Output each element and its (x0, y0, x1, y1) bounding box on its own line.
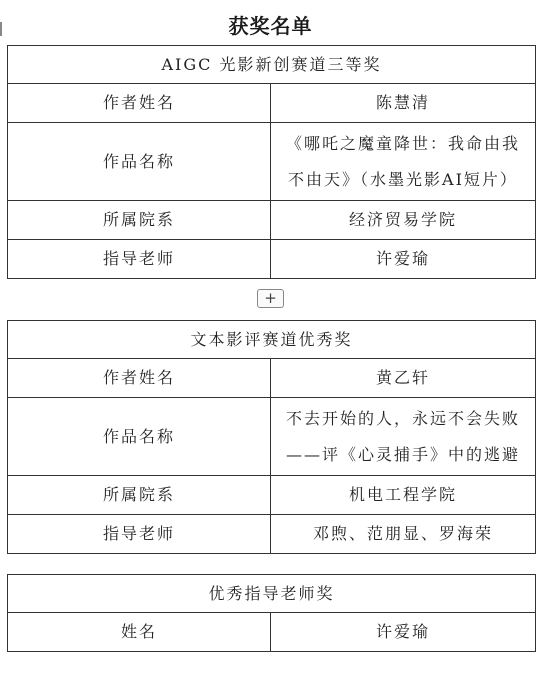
department-label: 所属院系 (8, 476, 271, 515)
add-table-button[interactable]: + (257, 289, 284, 308)
award-table-aigc (7, 45, 536, 279)
department-value: 机电工程学院 (271, 476, 536, 515)
advisor-label: 指导老师 (8, 240, 271, 279)
work-title-line-1: 《哪吒之魔童降世：我命由我 (285, 133, 520, 153)
award-heading: 文本影评赛道优秀奖 (8, 321, 536, 359)
author-value: 黄乙轩 (271, 359, 536, 398)
work-title-label: 作品名称 (8, 398, 271, 476)
award-heading: AIGC 光影新创赛道三等奖 (8, 46, 536, 84)
name-value: 许爱瑜 (271, 613, 536, 652)
advisor-value: 许爱瑜 (271, 240, 536, 279)
department-value: 经济贸易学院 (271, 201, 536, 240)
author-label: 作者姓名 (8, 84, 271, 123)
advisor-value: 邓煦、范朋显、罗海荣 (271, 515, 536, 554)
advisor-label: 指导老师 (8, 515, 271, 554)
page-title: 获奖名单 (228, 14, 313, 38)
author-value: 陈慧清 (271, 84, 536, 123)
work-title-value (271, 398, 536, 476)
award-table-film-review (7, 320, 536, 554)
award-table-advisor (7, 574, 536, 652)
work-title-line-2: ——评《心灵捕手》中的逃避 (286, 444, 521, 464)
work-title-label: 作品名称 (8, 123, 271, 201)
award-heading: 优秀指导老师奖 (8, 575, 536, 613)
author-label: 作者姓名 (8, 359, 271, 398)
work-title-line-1: 不去开始的人，永远不会失败 (286, 408, 521, 428)
name-label: 姓名 (8, 613, 271, 652)
work-title-line-2: 不由天》（水墨光影AI短片） (288, 169, 518, 189)
work-title-value (271, 123, 536, 201)
department-label: 所属院系 (8, 201, 271, 240)
